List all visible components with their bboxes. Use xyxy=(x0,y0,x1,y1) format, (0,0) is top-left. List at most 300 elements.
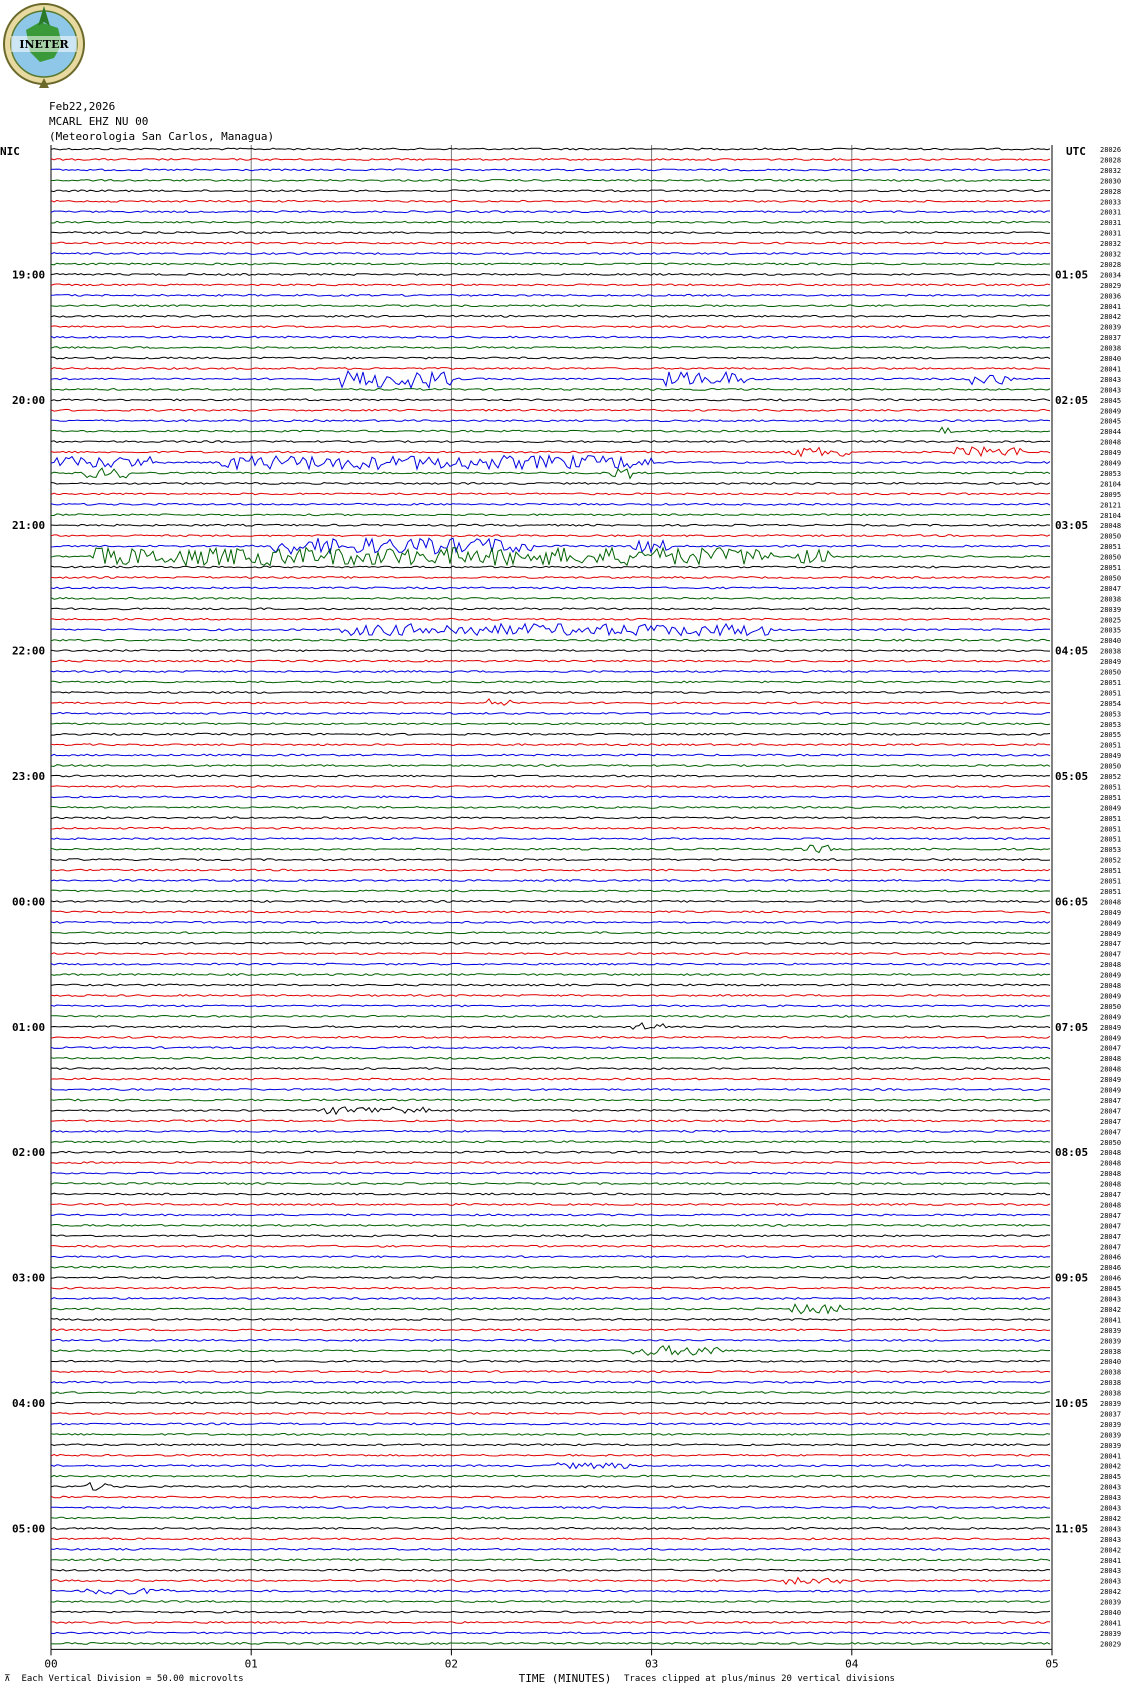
x-tick-label: 02 xyxy=(444,1657,459,1671)
trace-49 xyxy=(51,660,1050,662)
trace-105 xyxy=(51,1245,1050,1247)
trace-7 xyxy=(51,221,1050,223)
left-hour-label: 00:00 xyxy=(12,895,46,909)
trace-value-label: 28042 xyxy=(1100,1305,1122,1314)
trace-value-label: 28037 xyxy=(1100,1410,1122,1419)
trace-value-label: 28048 xyxy=(1100,982,1122,990)
trace-value-label: 28045 xyxy=(1100,396,1122,405)
trace-value-label: 28043 xyxy=(1100,1295,1122,1304)
trace-20 xyxy=(51,357,1050,359)
trace-value-label: 28049 xyxy=(1100,804,1122,813)
trace-57 xyxy=(51,744,1050,746)
left-hour-label: 02:00 xyxy=(12,1146,46,1160)
trace-15 xyxy=(51,305,1050,307)
trace-value-label: 28043 xyxy=(1100,1483,1122,1492)
trace-value-label: 28041 xyxy=(1100,1316,1122,1325)
trace-value-label: 28049 xyxy=(1100,459,1122,468)
trace-22 xyxy=(51,371,1050,388)
trace-136 xyxy=(51,1569,1050,1571)
trace-3 xyxy=(51,180,1050,182)
trace-value-label: 28047 xyxy=(1100,1107,1122,1116)
trace-50 xyxy=(51,671,1050,673)
trace-value-label: 28039 xyxy=(1100,323,1122,332)
trace-108 xyxy=(51,1277,1050,1279)
trace-value-label: 28035 xyxy=(1100,626,1122,635)
trace-10 xyxy=(51,253,1050,255)
trace-56 xyxy=(51,733,1050,735)
trace-4 xyxy=(51,190,1050,192)
trace-131 xyxy=(51,1517,1050,1519)
trace-79 xyxy=(51,974,1050,976)
trace-26 xyxy=(51,420,1050,422)
trace-value-label: 28031 xyxy=(1100,229,1122,238)
trace-value-label: 28030 xyxy=(1100,177,1122,186)
trace-value-label: 28048 xyxy=(1100,1065,1122,1074)
trace-value-label: 28049 xyxy=(1100,908,1122,917)
trace-47 xyxy=(51,639,1050,641)
trace-84 xyxy=(51,1023,1050,1029)
trace-value-label: 28050 xyxy=(1100,553,1122,562)
trace-value-label: 28054 xyxy=(1100,699,1122,708)
trace-21 xyxy=(51,368,1050,370)
trace-64 xyxy=(51,817,1050,819)
trace-value-label: 28039 xyxy=(1100,1420,1122,1429)
trace-97 xyxy=(51,1162,1050,1164)
trace-value-label: 28048 xyxy=(1100,961,1122,970)
trace-68 xyxy=(51,859,1050,861)
trace-35 xyxy=(51,514,1050,516)
trace-17 xyxy=(51,326,1050,328)
trace-72 xyxy=(51,901,1050,903)
trace-55 xyxy=(51,723,1050,725)
trace-value-label: 28043 xyxy=(1100,375,1122,384)
trace-value-label: 28043 xyxy=(1100,1504,1122,1513)
trace-value-label: 28026 xyxy=(1100,146,1122,154)
trace-94 xyxy=(51,1130,1050,1132)
trace-106 xyxy=(51,1256,1050,1258)
trace-value-label: 28051 xyxy=(1100,564,1122,572)
trace-value-label: 28048 xyxy=(1100,1159,1122,1168)
trace-66 xyxy=(51,838,1050,840)
x-tick-label: 05 xyxy=(1045,1657,1059,1671)
trace-value-label: 28039 xyxy=(1100,605,1122,614)
trace-120 xyxy=(51,1402,1050,1404)
trace-90 xyxy=(51,1089,1050,1091)
trace-value-label: 28039 xyxy=(1100,1431,1122,1440)
trace-value-label: 28041 xyxy=(1100,365,1122,374)
trace-140 xyxy=(51,1611,1050,1613)
trace-42 xyxy=(51,587,1050,589)
trace-value-label: 28045 xyxy=(1100,417,1122,426)
trace-78 xyxy=(51,963,1050,965)
trace-111 xyxy=(51,1304,1050,1313)
scale-note-text: Each Vertical Division = 50.00 microvolts xyxy=(21,1674,244,1684)
trace-141 xyxy=(51,1622,1050,1624)
trace-value-label: 28042 xyxy=(1100,1588,1122,1597)
trace-13 xyxy=(51,284,1050,286)
trace-value-label: 28046 xyxy=(1100,1253,1122,1262)
trace-value-label: 28104 xyxy=(1100,480,1122,489)
right-hour-label: 10:05 xyxy=(1055,1397,1089,1410)
trace-44 xyxy=(51,608,1050,610)
trace-value-label: 28050 xyxy=(1100,668,1122,677)
trace-value-label: 28051 xyxy=(1100,867,1122,876)
x-axis-label: TIME (MINUTES) xyxy=(518,1672,612,1685)
trace-value-label: 28048 xyxy=(1100,898,1122,907)
trace-101 xyxy=(51,1204,1050,1206)
trace-value-label: 28095 xyxy=(1100,490,1122,499)
x-axis-ticks xyxy=(44,1649,1058,1670)
trace-value-label: 28040 xyxy=(1100,1609,1122,1617)
trace-value-label: 28047 xyxy=(1100,1232,1122,1241)
trace-129 xyxy=(51,1496,1050,1498)
trace-value-label: 28038 xyxy=(1100,344,1122,353)
trace-value-label: 28038 xyxy=(1100,1389,1122,1398)
x-tick-label: 03 xyxy=(644,1657,659,1671)
trace-value-label: 28041 xyxy=(1100,1556,1122,1565)
trace-85 xyxy=(51,1036,1050,1038)
trace-32 xyxy=(51,483,1050,485)
trace-33 xyxy=(51,493,1050,495)
trace-value-label: 28048 xyxy=(1100,1201,1122,1210)
left-hour-label: 01:00 xyxy=(12,1020,46,1034)
trace-114 xyxy=(51,1339,1050,1341)
right-timezone-label: UTC xyxy=(1066,145,1086,158)
trace-value-label: 28055 xyxy=(1100,731,1122,740)
trace-value-label: 28049 xyxy=(1100,658,1122,667)
trace-71 xyxy=(51,890,1050,892)
trace-value-label: 28043 xyxy=(1100,1567,1122,1576)
trace-73 xyxy=(51,911,1050,913)
trace-value-label: 28049 xyxy=(1100,929,1122,938)
trace-value-label: 28038 xyxy=(1100,1368,1122,1377)
trace-132 xyxy=(51,1528,1050,1530)
trace-53 xyxy=(51,699,1050,705)
trace-value-label: 28050 xyxy=(1100,1002,1122,1011)
trace-value-label: 28048 xyxy=(1100,1170,1122,1179)
trace-value-label: 28049 xyxy=(1100,919,1122,928)
trace-value-label: 28051 xyxy=(1100,689,1122,698)
trace-65 xyxy=(51,827,1050,829)
trace-92 xyxy=(51,1107,1050,1114)
trace-value-label: 28053 xyxy=(1100,469,1122,478)
trace-value-label: 28043 xyxy=(1100,1535,1122,1544)
left-hour-label: 04:00 xyxy=(12,1397,46,1410)
trace-value-label: 28028 xyxy=(1100,156,1122,165)
trace-value-label: 28052 xyxy=(1100,856,1122,865)
trace-130 xyxy=(51,1507,1050,1509)
trace-value-label: 28029 xyxy=(1100,281,1122,290)
right-hour-label: 11:05 xyxy=(1055,1522,1089,1536)
trace-value-labels xyxy=(1100,146,1121,1648)
scale-note xyxy=(4,1674,244,1684)
logo-text: INETER xyxy=(19,38,69,51)
trace-value-label: 28039 xyxy=(1100,1400,1122,1408)
location-label: (Meteorologia San Carlos, Managua) xyxy=(49,130,275,143)
trace-113 xyxy=(51,1329,1050,1331)
trace-value-label: 28025 xyxy=(1100,616,1122,625)
trace-77 xyxy=(51,953,1050,955)
trace-37 xyxy=(51,535,1050,537)
trace-value-label: 28051 xyxy=(1100,814,1122,823)
left-hour-label: 22:00 xyxy=(12,644,46,658)
trace-62 xyxy=(51,796,1050,798)
trace-value-label: 28047 xyxy=(1100,584,1122,593)
trace-value-label: 28051 xyxy=(1100,835,1122,844)
trace-value-label: 28049 xyxy=(1100,1013,1122,1022)
trace-36 xyxy=(51,524,1050,526)
trace-value-label: 28028 xyxy=(1100,260,1122,269)
trace-value-label: 28036 xyxy=(1100,292,1122,301)
trace-value-label: 28043 xyxy=(1100,1494,1122,1503)
trace-value-label: 28044 xyxy=(1100,428,1122,437)
trace-value-label: 28046 xyxy=(1100,1264,1122,1273)
trace-value-label: 28051 xyxy=(1100,825,1122,834)
left-timezone-label: NIC xyxy=(0,145,20,158)
trace-value-label: 28039 xyxy=(1100,1326,1122,1335)
trace-95 xyxy=(51,1141,1050,1143)
trace-value-label: 28053 xyxy=(1100,846,1122,855)
trace-value-label: 28032 xyxy=(1100,166,1122,175)
trace-value-label: 28041 xyxy=(1100,302,1122,311)
trace-29 xyxy=(51,447,1050,456)
trace-value-label: 28050 xyxy=(1100,532,1122,541)
trace-103 xyxy=(51,1225,1050,1227)
trace-value-label: 28038 xyxy=(1100,595,1122,604)
trace-127 xyxy=(51,1475,1050,1477)
trace-18 xyxy=(51,336,1050,338)
trace-value-label: 28049 xyxy=(1100,449,1122,458)
trace-124 xyxy=(51,1444,1050,1446)
trace-126 xyxy=(51,1463,1050,1469)
trace-value-label: 28039 xyxy=(1100,1629,1122,1638)
trace-138 xyxy=(51,1588,1050,1594)
x-tick-label: 04 xyxy=(845,1657,859,1671)
trace-value-label: 28031 xyxy=(1100,208,1122,217)
trace-value-label: 28051 xyxy=(1100,877,1122,886)
trace-value-label: 28032 xyxy=(1100,240,1122,249)
trace-value-label: 28045 xyxy=(1100,1285,1122,1294)
trace-value-label: 28048 xyxy=(1100,522,1122,531)
trace-value-label: 28040 xyxy=(1100,355,1122,363)
trace-63 xyxy=(51,807,1050,809)
trace-value-label: 28045 xyxy=(1100,1473,1122,1482)
trace-59 xyxy=(51,765,1050,767)
trace-60 xyxy=(51,775,1050,777)
trace-45 xyxy=(51,618,1050,620)
trace-28 xyxy=(51,441,1050,443)
trace-value-label: 28038 xyxy=(1100,1347,1122,1356)
trace-89 xyxy=(51,1078,1050,1080)
trace-value-label: 28048 xyxy=(1100,1055,1122,1064)
trace-value-label: 28041 xyxy=(1100,1452,1122,1461)
trace-75 xyxy=(51,932,1050,934)
trace-39 xyxy=(51,548,1050,566)
trace-70 xyxy=(51,880,1050,882)
trace-value-label: 28048 xyxy=(1100,438,1122,447)
trace-value-label: 28051 xyxy=(1100,678,1122,687)
trace-23 xyxy=(51,389,1050,391)
trace-125 xyxy=(51,1454,1050,1456)
trace-110 xyxy=(51,1298,1050,1300)
trace-118 xyxy=(51,1381,1050,1383)
x-tick-label: 00 xyxy=(44,1657,58,1671)
trace-value-label: 28029 xyxy=(1100,1640,1122,1649)
trace-value-label: 28039 xyxy=(1100,1441,1122,1450)
trace-value-label: 28050 xyxy=(1100,762,1122,771)
trace-121 xyxy=(51,1413,1050,1415)
x-tick-label: 01 xyxy=(244,1657,258,1671)
trace-143 xyxy=(51,1643,1050,1645)
trace-107 xyxy=(51,1266,1050,1268)
trace-value-label: 28031 xyxy=(1100,219,1122,228)
trace-16 xyxy=(51,315,1050,317)
trace-value-label: 28047 xyxy=(1100,950,1122,959)
trace-31 xyxy=(51,468,1050,478)
trace-value-label: 28049 xyxy=(1100,1076,1122,1085)
trace-83 xyxy=(51,1016,1050,1018)
left-hour-label: 03:00 xyxy=(12,1271,46,1285)
trace-61 xyxy=(51,786,1050,788)
trace-41 xyxy=(51,577,1050,579)
right-hour-label: 03:05 xyxy=(1055,519,1089,533)
trace-99 xyxy=(51,1183,1050,1185)
trace-134 xyxy=(51,1548,1050,1550)
trace-5 xyxy=(51,200,1050,202)
trace-81 xyxy=(51,995,1050,997)
trace-value-label: 28050 xyxy=(1100,574,1122,583)
trace-25 xyxy=(51,409,1050,411)
trace-137 xyxy=(51,1578,1050,1585)
trace-value-label: 28046 xyxy=(1100,1274,1122,1283)
trace-value-label: 28039 xyxy=(1100,1337,1122,1346)
trace-46 xyxy=(51,624,1050,636)
trace-102 xyxy=(51,1214,1050,1216)
trace-2 xyxy=(51,169,1050,171)
trace-value-label: 28041 xyxy=(1100,1619,1122,1628)
seismogram-traces xyxy=(51,148,1050,1644)
trace-119 xyxy=(51,1392,1050,1394)
trace-54 xyxy=(51,712,1050,714)
trace-0 xyxy=(51,148,1050,150)
trace-112 xyxy=(51,1319,1050,1321)
trace-43 xyxy=(51,598,1050,600)
trace-value-label: 28047 xyxy=(1100,1044,1122,1053)
trace-40 xyxy=(51,566,1050,568)
trace-8 xyxy=(51,232,1050,234)
trace-value-label: 28053 xyxy=(1100,710,1122,719)
trace-82 xyxy=(51,1005,1050,1007)
left-hour-label: 21:00 xyxy=(12,519,46,533)
trace-value-label: 28047 xyxy=(1100,1211,1122,1220)
trace-98 xyxy=(51,1172,1050,1174)
trace-87 xyxy=(51,1057,1050,1059)
trace-value-label: 28047 xyxy=(1100,1128,1122,1137)
left-hour-label: 19:00 xyxy=(12,268,46,282)
trace-value-label: 28047 xyxy=(1100,1096,1122,1105)
trace-76 xyxy=(51,942,1050,944)
trace-69 xyxy=(51,869,1050,871)
trace-value-label: 28049 xyxy=(1100,992,1122,1001)
trace-value-label: 28049 xyxy=(1100,971,1122,980)
trace-19 xyxy=(51,347,1050,349)
trace-135 xyxy=(51,1559,1050,1561)
trace-116 xyxy=(51,1360,1050,1362)
trace-value-label: 28051 xyxy=(1100,741,1122,750)
right-hour-label: 06:05 xyxy=(1055,895,1089,909)
trace-value-label: 28034 xyxy=(1100,271,1122,280)
trace-value-label: 28052 xyxy=(1100,773,1122,781)
trace-142 xyxy=(51,1632,1050,1634)
trace-104 xyxy=(51,1235,1050,1237)
station-label: MCARL EHZ NU 00 xyxy=(49,115,149,128)
trace-value-label: 28038 xyxy=(1100,1379,1122,1388)
trace-91 xyxy=(51,1099,1050,1101)
trace-74 xyxy=(51,921,1050,923)
trace-86 xyxy=(51,1047,1050,1049)
scale-glyph: ⊼ xyxy=(4,1674,11,1684)
trace-value-label: 28043 xyxy=(1100,386,1122,395)
trace-128 xyxy=(51,1483,1050,1490)
trace-58 xyxy=(51,754,1050,756)
trace-value-label: 28042 xyxy=(1100,1462,1122,1471)
right-hour-label: 09:05 xyxy=(1055,1271,1089,1285)
trace-11 xyxy=(51,263,1050,265)
left-hour-label: 23:00 xyxy=(12,770,46,783)
trace-value-label: 28033 xyxy=(1100,198,1122,207)
trace-67 xyxy=(51,845,1050,852)
trace-value-label: 28048 xyxy=(1100,1180,1122,1189)
left-hour-label: 20:00 xyxy=(12,393,46,407)
trace-value-label: 28040 xyxy=(1100,1358,1122,1367)
trace-value-label: 28040 xyxy=(1100,637,1122,646)
trace-value-label: 28049 xyxy=(1100,1034,1122,1043)
trace-52 xyxy=(51,692,1050,694)
trace-value-label: 28049 xyxy=(1100,1023,1122,1032)
trace-value-label: 28051 xyxy=(1100,783,1122,792)
trace-96 xyxy=(51,1151,1050,1153)
trace-80 xyxy=(51,984,1050,986)
trace-24 xyxy=(51,399,1050,401)
left-hour-label: 05:00 xyxy=(12,1522,46,1536)
trace-48 xyxy=(51,650,1050,652)
trace-9 xyxy=(51,242,1050,244)
trace-value-label: 28042 xyxy=(1100,313,1122,322)
trace-value-label: 28121 xyxy=(1100,501,1122,510)
trace-value-label: 28042 xyxy=(1100,1514,1122,1523)
trace-value-label: 28032 xyxy=(1100,250,1122,259)
trace-51 xyxy=(51,681,1050,683)
trace-value-label: 28038 xyxy=(1100,647,1122,656)
trace-30 xyxy=(51,456,1050,470)
trace-value-label: 28104 xyxy=(1100,511,1122,520)
trace-1 xyxy=(51,159,1050,161)
right-hour-label: 05:05 xyxy=(1055,770,1089,783)
trace-27 xyxy=(51,427,1050,433)
trace-value-label: 28051 xyxy=(1100,543,1122,552)
trace-value-label: 28048 xyxy=(1100,1149,1122,1158)
right-hour-label: 08:05 xyxy=(1055,1146,1089,1160)
right-hour-label: 02:05 xyxy=(1055,393,1089,407)
trace-value-label: 28047 xyxy=(1100,940,1122,949)
trace-value-label: 28037 xyxy=(1100,334,1122,343)
trace-100 xyxy=(51,1193,1050,1195)
right-hour-label: 07:05 xyxy=(1055,1020,1089,1034)
right-hour-label: 04:05 xyxy=(1055,644,1089,658)
trace-value-label: 28028 xyxy=(1100,187,1122,196)
trace-109 xyxy=(51,1287,1050,1289)
trace-value-label: 28047 xyxy=(1100,1191,1122,1199)
